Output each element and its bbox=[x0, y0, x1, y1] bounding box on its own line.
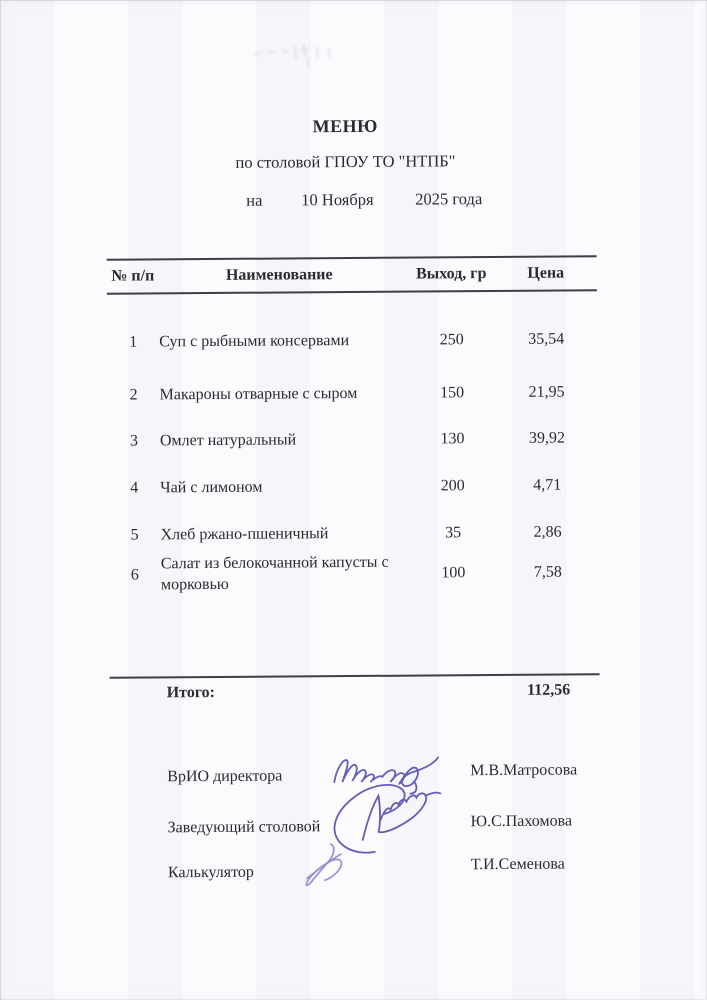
table-row bbox=[109, 521, 599, 545]
dish-name: Чай с лимоном bbox=[160, 478, 263, 497]
table-row bbox=[107, 328, 597, 352]
column-header-price: Цена bbox=[527, 264, 565, 282]
signature-role: ВрИО директора bbox=[167, 767, 283, 786]
dish-weight: 200 bbox=[440, 477, 465, 495]
dish-weight: 35 bbox=[445, 524, 462, 542]
calculator-signature-ink-icon bbox=[301, 838, 357, 890]
dish-price: 39,92 bbox=[528, 429, 565, 447]
table-total-rule bbox=[110, 673, 600, 678]
row-number: 5 bbox=[130, 526, 139, 544]
table-row bbox=[109, 550, 599, 595]
stamp-bleed-smudge bbox=[249, 38, 359, 71]
table-row bbox=[108, 381, 598, 405]
document-subtitle: по столовой ГПОУ ТО "НТПБ" bbox=[235, 151, 456, 172]
dish-weight: 100 bbox=[441, 563, 466, 581]
signature-role: Заведующий столовой bbox=[167, 818, 321, 837]
table-row bbox=[108, 474, 598, 498]
row-number: 3 bbox=[129, 432, 138, 450]
dish-name: Суп с рыбными консервами bbox=[159, 332, 350, 351]
row-number: 6 bbox=[130, 566, 139, 584]
signature-role: Калькулятор bbox=[167, 863, 254, 882]
director-signature-ink-icon bbox=[330, 743, 442, 796]
total-row bbox=[110, 679, 600, 703]
dish-name: Салат из белокочанной капусты с морковью bbox=[160, 553, 389, 594]
table-row bbox=[108, 427, 598, 451]
dish-price: 35,54 bbox=[528, 330, 565, 348]
total-label: Итого: bbox=[166, 683, 216, 702]
dish-weight: 130 bbox=[440, 430, 465, 448]
dish-name: Макароны отварные с сыром bbox=[159, 384, 358, 404]
row-number: 2 bbox=[129, 386, 138, 404]
dish-weight: 150 bbox=[440, 384, 465, 402]
column-header-name: Наименование bbox=[225, 266, 333, 284]
signature-name: Ю.С.Пахомова bbox=[470, 812, 573, 831]
date-value: 10 Ноября bbox=[301, 189, 374, 210]
table-top-rule bbox=[107, 255, 597, 260]
column-header-weight: Выход, гр bbox=[416, 265, 487, 283]
dish-price: 4,71 bbox=[533, 476, 562, 494]
date-prefix: на bbox=[246, 190, 263, 210]
total-value: 112,56 bbox=[527, 681, 571, 699]
page-title: МЕНЮ bbox=[312, 115, 378, 137]
dish-price: 2,86 bbox=[533, 523, 562, 541]
signature-name: М.В.Матросова bbox=[470, 761, 578, 780]
dish-name: Омлет натуральный bbox=[159, 431, 297, 450]
signature-name: Т.И.Семенова bbox=[470, 855, 565, 874]
column-header-num: № п/п bbox=[111, 267, 155, 285]
table-header-row bbox=[107, 262, 597, 286]
dish-price: 7,58 bbox=[533, 563, 562, 581]
table-header-rule bbox=[107, 289, 597, 294]
total-spacer bbox=[407, 690, 502, 691]
row-number: 1 bbox=[129, 333, 138, 351]
dish-name: Хлеб ржано-пшеничный bbox=[160, 525, 329, 544]
date-year: 2025 года bbox=[415, 189, 483, 209]
steward-signature-ink-icon bbox=[322, 777, 445, 858]
dish-weight: 250 bbox=[439, 331, 464, 349]
row-number: 4 bbox=[130, 479, 139, 497]
dish-price: 21,95 bbox=[528, 383, 565, 401]
